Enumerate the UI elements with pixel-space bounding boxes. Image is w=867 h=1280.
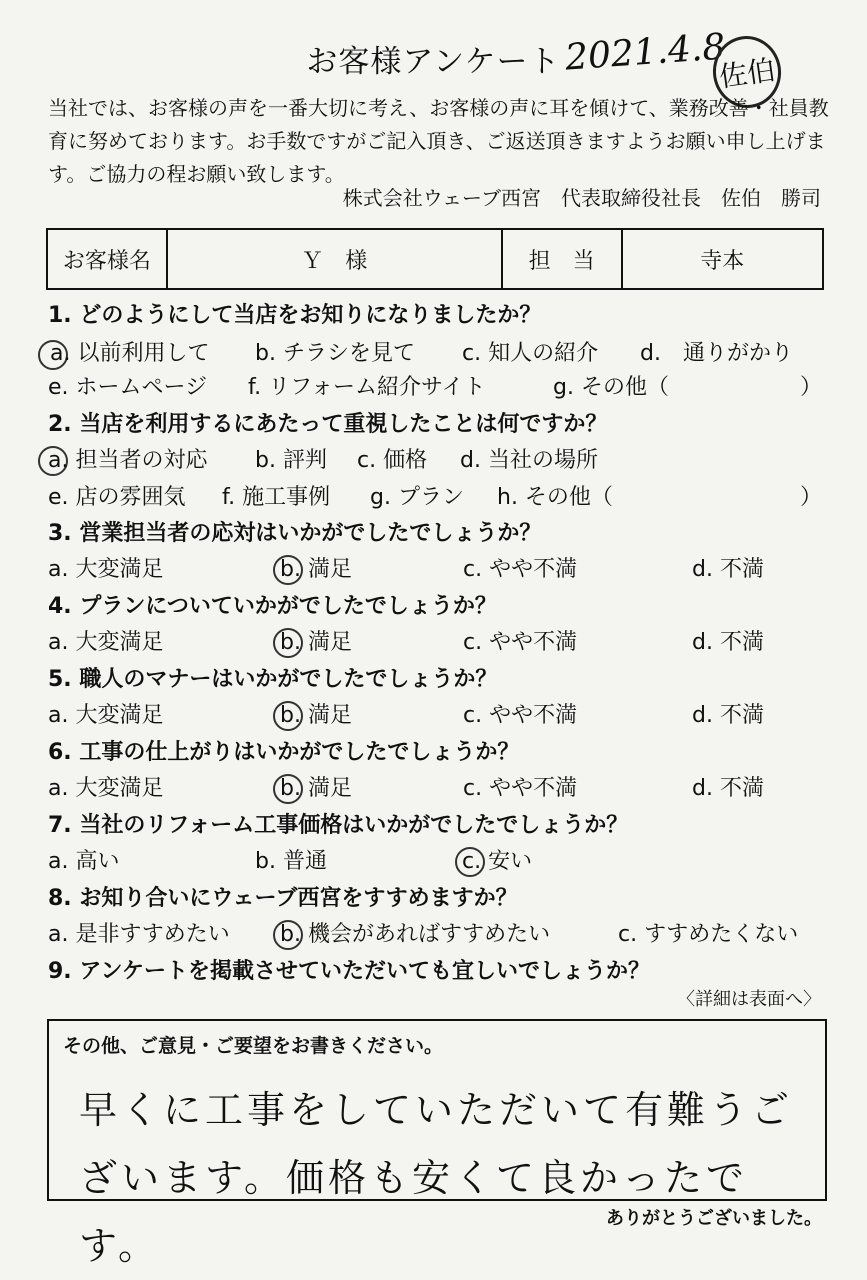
customer-info-table [46, 228, 824, 290]
staff-label: 担 当 [503, 230, 623, 288]
company-signature: 株式会社ウェーブ西宮 代表取締役社長 佐伯 勝司 [342, 186, 821, 210]
option: g. その他（ [553, 375, 669, 400]
option: d. 不満 [692, 630, 764, 655]
option: f. 施工事例 [222, 485, 331, 510]
option: ） [800, 375, 823, 400]
option: a. 大変満足 [48, 703, 164, 728]
option: b. 満足 [280, 557, 352, 582]
option: d. 当社の場所 [460, 448, 598, 473]
option: d. 不満 [692, 776, 764, 801]
question-9: 9. アンケートを掲載させていただいても宜しいでしょうか？ [48, 959, 651, 984]
page-title: お客様アンケート [306, 44, 561, 80]
question-5: 5. 職人のマナーはいかがでしたでしょうか？ [48, 667, 498, 692]
question-2: 2. 当店を利用するにあたって重視したことは何ですか？ [48, 412, 608, 437]
option: g. プラン [370, 485, 464, 510]
option: a. 高い [48, 849, 120, 874]
option: c. すすめたくない [618, 922, 799, 947]
option: e. 店の雰囲気 [48, 485, 186, 510]
option: a. 以前利用して [50, 341, 210, 366]
thanks-text: ありがとうございました。 [606, 1208, 822, 1229]
option: a. 大変満足 [48, 630, 164, 655]
option: c. 安い [462, 849, 533, 874]
option: h. その他（ [497, 485, 613, 510]
question-4: 4. プランについていかがでしたでしょうか？ [48, 594, 497, 619]
option: a. 大変満足 [48, 776, 164, 801]
option: e. ホームページ [48, 375, 208, 400]
option: d. 不満 [692, 703, 764, 728]
option: f. リフォーム紹介サイト [248, 375, 486, 400]
option: c. やや不満 [463, 776, 578, 801]
option: b. 評判 [255, 448, 327, 473]
comment-label: その他、ご意見・ご要望をお書きください。 [63, 1035, 444, 1057]
question-6: 6. 工事の仕上がりはいかがでしたでしょうか？ [48, 740, 520, 765]
handwritten-date: 2021.4.8 [563, 26, 727, 79]
customer-name-label: お客様名 [48, 230, 168, 288]
option: c. 価格 [357, 448, 428, 473]
option: b. 満足 [280, 630, 352, 655]
option: c. やや不満 [463, 557, 578, 582]
question-3: 3. 営業担当者の応対はいかがでしたでしょうか？ [48, 521, 542, 546]
option: c. やや不満 [463, 630, 578, 655]
option: ） [800, 485, 823, 510]
question-1: 1. どのようにして当店をお知りになりましたか？ [48, 303, 542, 328]
details-note: 〈詳細は表面へ〉 [677, 989, 821, 1010]
option: d. 通りがかり [640, 341, 793, 366]
question-8: 8. お知り合いにウェーブ西宮をすすめますか？ [48, 886, 518, 911]
option: a. 担当者の対応 [48, 448, 208, 473]
customer-name-value: Ｙ 様 [168, 230, 503, 288]
intro-text: 当社では、お客様の声を一番大切に考え、お客様の声に耳を傾けて、業務改善・社員教育に努めております。お手数ですがご記入頂き、ご返送頂きますようお願い申し上げます。ご協力の程お願い致します。 [48, 96, 829, 186]
option: b. 満足 [280, 776, 352, 801]
question-7: 7. 当社のリフォーム工事価格はいかがでしたでしょうか？ [48, 813, 629, 838]
option: d. 不満 [692, 557, 764, 582]
handwritten-comment: 早くに工事をしていただいて有難うございます。価格も安くて良かったです。 [79, 1088, 794, 1268]
option: b. 機会があればすすめたい [280, 922, 551, 947]
staff-value: 寺本 [700, 248, 745, 274]
option: a. 是非すすめたい [48, 922, 230, 947]
option: b. チラシを見て [255, 341, 415, 366]
seal-stamp-icon: 佐伯 [708, 32, 785, 113]
option: b. 普通 [255, 849, 327, 874]
option: c. 知人の紹介 [462, 341, 599, 366]
option: a. 大変満足 [48, 557, 164, 582]
option: b. 満足 [280, 703, 352, 728]
option: c. やや不満 [463, 703, 578, 728]
